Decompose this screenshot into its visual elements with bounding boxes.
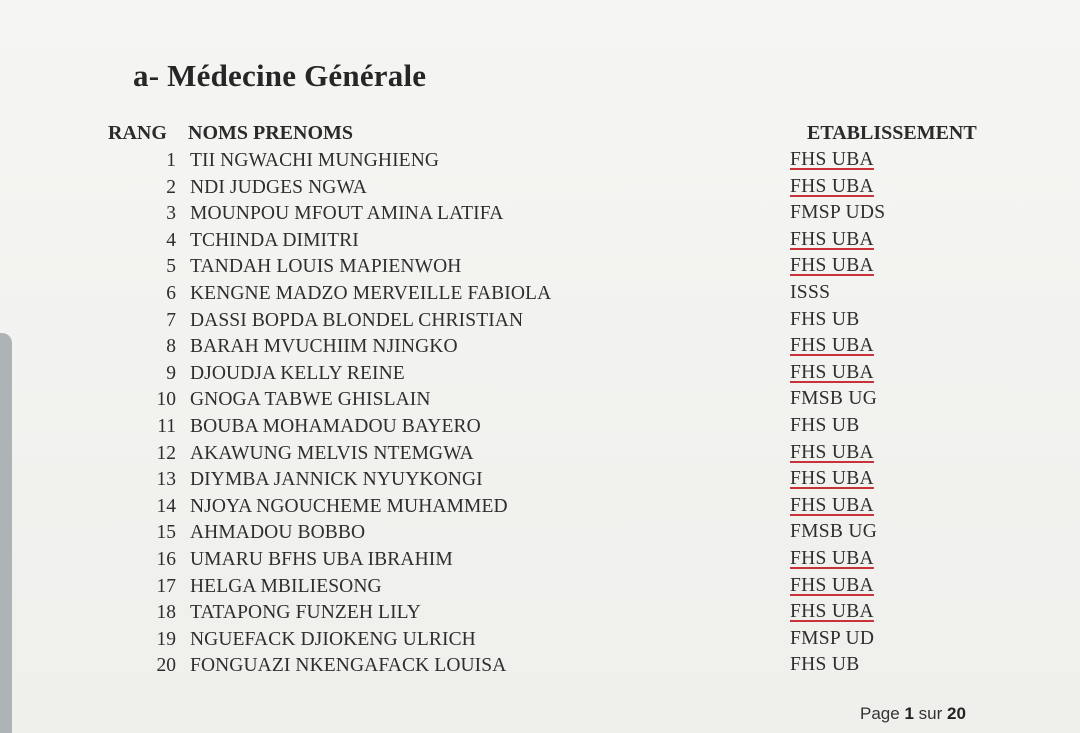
row-nom: AKAWUNG MELVIS NTEMGWA	[190, 442, 474, 464]
row-etablissement: FMSP UD	[790, 627, 875, 649]
table-row	[0, 547, 1080, 574]
table-row	[0, 600, 1080, 627]
row-nom: GNOGA TABWE GHISLAIN	[190, 389, 431, 411]
page-current: 1	[904, 704, 914, 723]
row-rang: 16	[156, 548, 176, 570]
table-row	[0, 441, 1080, 468]
header-etablissement: ETABLISSEMENT	[807, 122, 977, 144]
row-etablissement: FHS UBA	[790, 335, 874, 357]
row-etablissement: FHS UBA	[790, 441, 874, 463]
row-rang: 17	[156, 575, 176, 597]
table-row	[0, 308, 1080, 335]
row-rang: 15	[156, 522, 176, 544]
table-row	[0, 175, 1080, 202]
page-label: Page	[860, 704, 900, 723]
table-row	[0, 520, 1080, 547]
row-nom: TII NGWACHI MUNGHIENG	[190, 150, 440, 171]
table-row	[0, 467, 1080, 494]
table-row	[0, 653, 1080, 680]
row-rang: 1	[166, 150, 176, 171]
row-rang: 6	[166, 282, 176, 304]
table-row	[0, 334, 1080, 361]
row-nom: TCHINDA DIMITRI	[190, 229, 359, 251]
row-nom: DASSI BOPDA BLONDEL CHRISTIAN	[190, 309, 524, 331]
row-etablissement: FHS UBA	[790, 361, 874, 383]
ranking-table	[0, 148, 1080, 680]
row-etablissement: FHS UBA	[790, 149, 874, 170]
table-row	[0, 228, 1080, 255]
row-etablissement: FMSB UG	[790, 388, 878, 410]
row-rang: 18	[156, 602, 176, 624]
row-etablissement: FHS UBA	[790, 574, 874, 596]
table-row	[0, 281, 1080, 308]
row-etablissement: FHS UBA	[790, 601, 874, 623]
header-noms-prenoms: NOMS PRENOMS	[188, 122, 353, 144]
row-nom: FONGUAZI NKENGAFACK LOUISA	[190, 655, 507, 677]
row-rang: 7	[166, 309, 176, 331]
row-rang: 8	[166, 336, 176, 358]
row-rang: 2	[166, 176, 176, 198]
row-nom: MOUNPOU MFOUT AMINA LATIFA	[190, 203, 504, 225]
row-rang: 9	[166, 362, 176, 384]
sur-label: sur	[918, 704, 943, 723]
row-rang: 14	[156, 495, 176, 517]
table-row	[0, 494, 1080, 521]
row-nom: NGUEFACK DJIOKENG ULRICH	[190, 628, 476, 650]
row-nom: DIYMBA JANNICK NYUYKONGI	[190, 469, 483, 491]
row-nom: HELGA MBILIESONG	[190, 575, 382, 597]
row-nom: TANDAH LOUIS MAPIENWOH	[190, 256, 462, 278]
row-nom: BOUBA MOHAMADOU BAYERO	[190, 415, 481, 437]
row-etablissement: FMSP UDS	[790, 202, 886, 224]
row-nom: DJOUDJA KELLY REINE	[190, 362, 405, 384]
row-rang: 10	[156, 389, 176, 411]
row-etablissement: FHS UB	[790, 654, 860, 676]
row-etablissement: FMSB UG	[790, 521, 878, 543]
table-row	[0, 574, 1080, 601]
table-row	[0, 148, 1080, 175]
row-nom: NDI JUDGES NGWA	[190, 176, 367, 198]
table-row	[0, 387, 1080, 414]
row-etablissement: FHS UBA	[790, 228, 874, 250]
table-row	[0, 254, 1080, 281]
row-rang: 4	[166, 229, 176, 251]
row-rang: 3	[166, 203, 176, 225]
row-etablissement: ISSS	[790, 281, 831, 303]
row-etablissement: FHS UB	[790, 414, 860, 436]
row-nom: TATAPONG FUNZEH LILY	[190, 602, 421, 624]
row-rang: 13	[156, 469, 176, 491]
row-nom: NJOYA NGOUCHEME MUHAMMED	[190, 495, 508, 517]
row-nom: AHMADOU BOBBO	[190, 522, 366, 544]
row-nom: BARAH MVUCHIIM NJINGKO	[190, 336, 458, 358]
row-nom: UMARU BFHS UBA IBRAHIM	[190, 548, 453, 570]
page-indicator	[860, 704, 966, 724]
table-row	[0, 414, 1080, 441]
section-title: a- Médecine Générale	[133, 58, 427, 93]
row-rang: 12	[156, 442, 176, 464]
header-rang: RANG	[108, 122, 167, 144]
row-rang: 5	[166, 256, 176, 278]
page-total: 20	[947, 704, 966, 723]
cropped-top-text	[100, 0, 560, 2]
row-etablissement: FHS UBA	[790, 255, 874, 277]
row-etablissement: FHS UBA	[790, 547, 874, 569]
table-row	[0, 201, 1080, 228]
table-row	[0, 361, 1080, 388]
row-etablissement: FHS UB	[790, 308, 860, 330]
row-rang: 11	[157, 415, 176, 437]
row-etablissement: FHS UBA	[790, 494, 874, 516]
table-row	[0, 627, 1080, 654]
row-nom: KENGNE MADZO MERVEILLE FABIOLA	[190, 282, 552, 304]
row-etablissement: FHS UBA	[790, 175, 874, 197]
row-etablissement: FHS UBA	[790, 468, 874, 490]
row-rang: 19	[156, 628, 176, 650]
row-rang: 20	[156, 655, 176, 677]
